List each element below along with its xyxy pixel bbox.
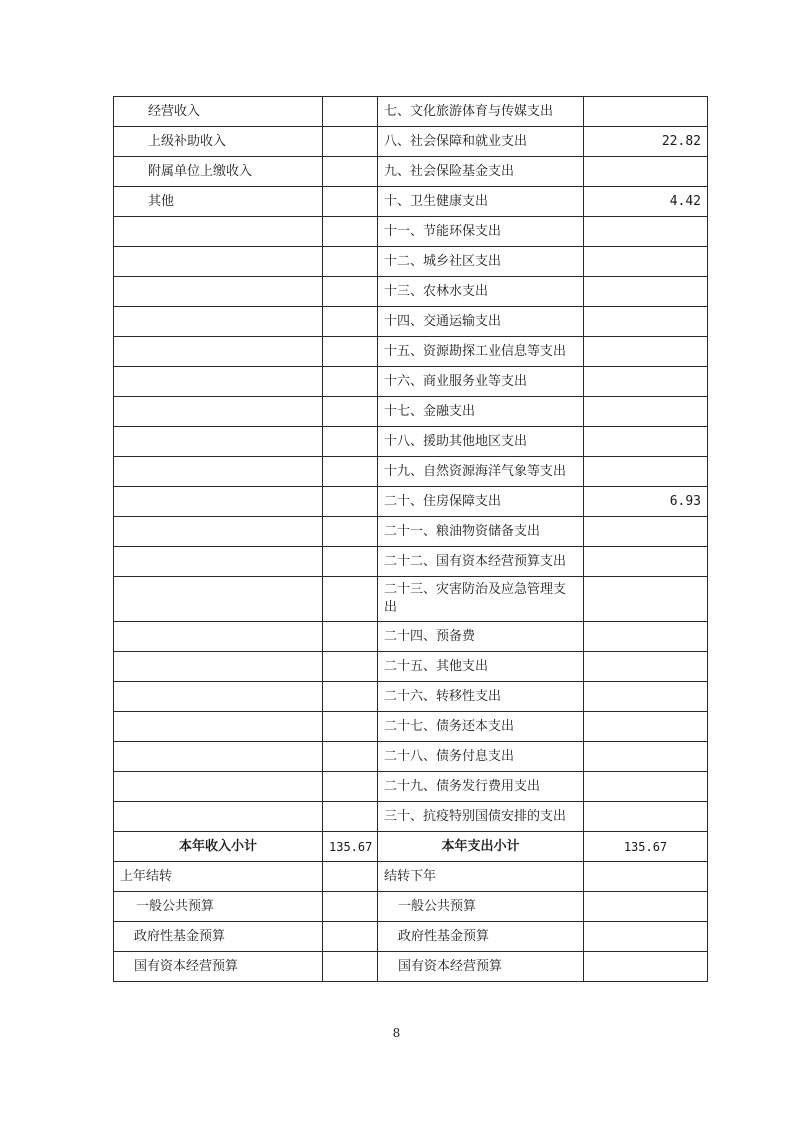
- income-amount: [323, 307, 378, 337]
- expense-amount: [584, 682, 708, 712]
- carry-in-amount: [323, 922, 378, 952]
- income-subtotal-amount: 135.67: [323, 832, 378, 862]
- carry-in-label: 上年结转: [114, 862, 323, 892]
- expense-amount: [584, 307, 708, 337]
- income-amount: [323, 217, 378, 247]
- income-item: 附属单位上缴收入: [114, 157, 323, 187]
- income-item: [114, 652, 323, 682]
- expense-amount: [584, 457, 708, 487]
- carry-header-row: [114, 862, 708, 892]
- expense-item: 二十一、粮油物资储备支出: [378, 517, 584, 547]
- carry-out-item: 政府性基金预算: [378, 922, 584, 952]
- expense-item: 十一、节能环保支出: [378, 217, 584, 247]
- income-item: [114, 712, 323, 742]
- expense-subtotal-label: 本年支出小计: [378, 832, 584, 862]
- table-row: [114, 547, 708, 577]
- carry-out-amount: [584, 922, 708, 952]
- income-item: 经营收入: [114, 97, 323, 127]
- income-item: [114, 682, 323, 712]
- expense-item: 十九、自然资源海洋气象等支出: [378, 457, 584, 487]
- income-amount: [323, 127, 378, 157]
- table-row: [114, 577, 708, 622]
- income-amount: [323, 577, 378, 622]
- income-amount: [323, 802, 378, 832]
- table-row: [114, 772, 708, 802]
- table-row: [114, 157, 708, 187]
- expense-item: 二十八、债务付息支出: [378, 742, 584, 772]
- income-amount: [323, 622, 378, 652]
- income-item: [114, 802, 323, 832]
- income-item: [114, 427, 323, 457]
- table-row: [114, 427, 708, 457]
- expense-item: 二十九、债务发行费用支出: [378, 772, 584, 802]
- expense-amount: [584, 157, 708, 187]
- income-amount: [323, 157, 378, 187]
- carry-in-item: 政府性基金预算: [114, 922, 323, 952]
- carry-out-item: 一般公共预算: [378, 892, 584, 922]
- expense-amount: [584, 427, 708, 457]
- income-item: [114, 217, 323, 247]
- income-item: [114, 622, 323, 652]
- expense-item: 二十五、其他支出: [378, 652, 584, 682]
- table-row: [114, 742, 708, 772]
- carry-out-amount: [584, 892, 708, 922]
- carry-row: [114, 892, 708, 922]
- income-item: [114, 277, 323, 307]
- expense-amount: [584, 712, 708, 742]
- income-item: [114, 367, 323, 397]
- carry-in-amount: [323, 862, 378, 892]
- expense-amount: [584, 772, 708, 802]
- income-item: [114, 742, 323, 772]
- carry-in-amount: [323, 892, 378, 922]
- expense-item: 十五、资源勘探工业信息等支出: [378, 337, 584, 367]
- income-item: [114, 772, 323, 802]
- expense-amount: 22.82: [584, 127, 708, 157]
- income-amount: [323, 187, 378, 217]
- carry-in-item: 国有资本经营预算: [114, 952, 323, 982]
- expense-item: 二十七、债务还本支出: [378, 712, 584, 742]
- expense-amount: [584, 97, 708, 127]
- expense-item: 二十三、灾害防治及应急管理支出: [378, 577, 584, 622]
- table-row: [114, 487, 708, 517]
- expense-item: 十、卫生健康支出: [378, 187, 584, 217]
- expense-item: 八、社会保障和就业支出: [378, 127, 584, 157]
- income-item: [114, 487, 323, 517]
- table-row: [114, 187, 708, 217]
- table-row: [114, 277, 708, 307]
- expense-amount: [584, 517, 708, 547]
- table-row: [114, 307, 708, 337]
- expense-item: 十二、城乡社区支出: [378, 247, 584, 277]
- expense-item: 十七、金融支出: [378, 397, 584, 427]
- expense-amount: [584, 247, 708, 277]
- expense-amount: [584, 742, 708, 772]
- income-item: [114, 247, 323, 277]
- carry-out-amount: [584, 862, 708, 892]
- expense-amount: [584, 367, 708, 397]
- carry-out-item: 国有资本经营预算: [378, 952, 584, 982]
- expense-amount: [584, 577, 708, 622]
- expense-subtotal-amount: 135.67: [584, 832, 708, 862]
- expense-amount: [584, 337, 708, 367]
- income-amount: [323, 712, 378, 742]
- expense-item: 十八、援助其他地区支出: [378, 427, 584, 457]
- expense-amount: [584, 277, 708, 307]
- expense-amount: [584, 802, 708, 832]
- table-row: [114, 97, 708, 127]
- expense-item: 十三、农林水支出: [378, 277, 584, 307]
- carry-out-amount: [584, 952, 708, 982]
- expense-amount: [584, 397, 708, 427]
- carry-in-item: 一般公共预算: [114, 892, 323, 922]
- income-amount: [323, 277, 378, 307]
- income-item: [114, 517, 323, 547]
- carry-in-amount: [323, 952, 378, 982]
- expense-amount: [584, 547, 708, 577]
- carry-row: [114, 952, 708, 982]
- income-amount: [323, 97, 378, 127]
- expense-item: 十六、商业服务业等支出: [378, 367, 584, 397]
- table-row: [114, 652, 708, 682]
- income-amount: [323, 487, 378, 517]
- income-item: [114, 337, 323, 367]
- table-row: [114, 682, 708, 712]
- table-row: [114, 517, 708, 547]
- income-amount: [323, 652, 378, 682]
- income-subtotal-label: 本年收入小计: [114, 832, 323, 862]
- income-item: [114, 457, 323, 487]
- table-row: [114, 802, 708, 832]
- expense-amount: 4.42: [584, 187, 708, 217]
- table-row: [114, 247, 708, 277]
- page-number: 8: [392, 1026, 401, 1040]
- carry-row: [114, 922, 708, 952]
- expense-item: 二十二、国有资本经营预算支出: [378, 547, 584, 577]
- expense-item: 七、文化旅游体育与传媒支出: [378, 97, 584, 127]
- income-item: [114, 547, 323, 577]
- income-item: 上级补助收入: [114, 127, 323, 157]
- table-row: [114, 367, 708, 397]
- expense-item: 九、社会保险基金支出: [378, 157, 584, 187]
- income-amount: [323, 337, 378, 367]
- income-amount: [323, 547, 378, 577]
- income-item: [114, 577, 323, 622]
- income-amount: [323, 517, 378, 547]
- table-row: [114, 622, 708, 652]
- expense-item: 三十、抗疫特别国债安排的支出: [378, 802, 584, 832]
- expense-amount: [584, 622, 708, 652]
- income-amount: [323, 682, 378, 712]
- income-item: [114, 307, 323, 337]
- expense-amount: [584, 217, 708, 247]
- table-row: [114, 712, 708, 742]
- income-amount: [323, 772, 378, 802]
- expense-item: 二十、住房保障支出: [378, 487, 584, 517]
- expense-amount: 6.93: [584, 487, 708, 517]
- subtotal-row: [114, 832, 708, 862]
- table-row: [114, 337, 708, 367]
- income-amount: [323, 742, 378, 772]
- expense-item: 二十四、预备费: [378, 622, 584, 652]
- expense-amount: [584, 652, 708, 682]
- income-amount: [323, 457, 378, 487]
- table-row: [114, 457, 708, 487]
- table-row: [114, 217, 708, 247]
- income-amount: [323, 397, 378, 427]
- income-item: 其他: [114, 187, 323, 217]
- budget-table: [113, 96, 708, 982]
- table-row: [114, 397, 708, 427]
- table-row: [114, 127, 708, 157]
- income-amount: [323, 427, 378, 457]
- income-amount: [323, 247, 378, 277]
- expense-item: 二十六、转移性支出: [378, 682, 584, 712]
- expense-item: 十四、交通运输支出: [378, 307, 584, 337]
- carry-out-label: 结转下年: [378, 862, 584, 892]
- income-amount: [323, 367, 378, 397]
- income-item: [114, 397, 323, 427]
